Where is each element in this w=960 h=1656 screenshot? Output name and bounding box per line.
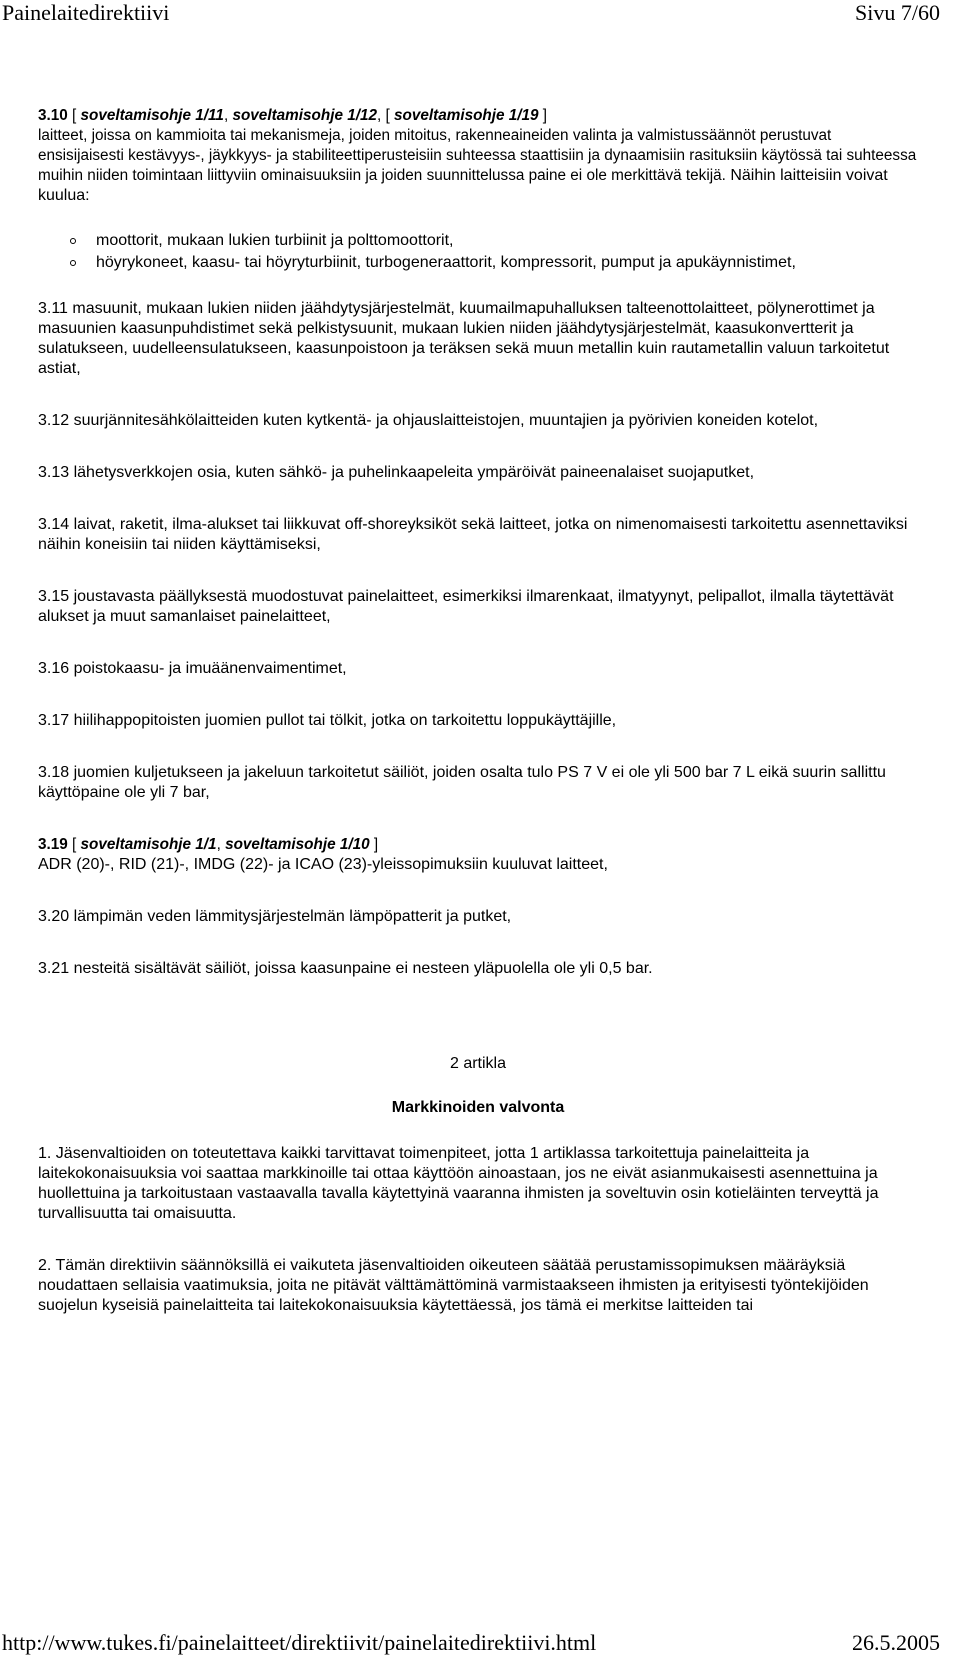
- section-text-lead: Näihin laitteisiin voivat kuulua:: [38, 167, 888, 204]
- section-number: 3.10: [38, 107, 68, 124]
- list-item: [38, 231, 918, 251]
- bullet-icon: [70, 238, 76, 244]
- section-3-15: 3.15 joustavasta päällyksestä muodostuvat painelaitteet, esimerkiksi ilmarenkaat, ilmatyynyt, pelipallot, ilmalla täytettävät alukset ja muut samanlaiset painelaitteet,: [38, 588, 894, 625]
- guideline-link-1-10[interactable]: soveltamisohje 1/10: [225, 836, 370, 853]
- list-item-text: moottorit, mukaan lukien turbiinit ja polttomoottorit,: [96, 232, 454, 249]
- section-3-19: [38, 835, 918, 875]
- separator: , [: [377, 107, 394, 124]
- guideline-link-1-12[interactable]: soveltamisohje 1/12: [232, 107, 377, 124]
- list-item: [38, 253, 918, 273]
- section-3-11: 3.11 masuunit, mukaan lukien niiden jäähdytysjärjestelmät, kuumailmapuhalluksen talteenottolaitteet, pölynerottimet ja masuunien kaasunpuhdistimet sekä pelkistysuunit, mukaan lukien niiden jäähdytysjärjestelmät, kaasukonvertterit ja sulatukseen, uudelleensulatukseen, kaasunpoistoon ja teräksen sekä muun metallin kuin rautametallin valuun tarkoitetut astiat,: [38, 300, 890, 377]
- document-body: [38, 106, 918, 1316]
- equipment-list: [38, 231, 918, 273]
- print-date: 26.5.2005: [852, 1630, 940, 1655]
- article-paragraph-2: 2. Tämän direktiivin säännöksillä ei vaikuteta jäsenvaltioiden oikeuteen säätää perustamissopimuksen määräyksiä noudattaen sellaisia vaatimuksia, joita ne pitävät välttämättöminä varmistaakseen ihmisten ja erityisesti työntekijöiden suojelun kyseisiä painelaitteita tai laitekokonaisuuksia käytettäessä, jos tämä ei merkitse laitteiden tai: [38, 1257, 869, 1314]
- separator: ,: [223, 107, 233, 124]
- bracket: ]: [369, 836, 379, 853]
- section-3-19-text: ADR (20)-, RID (21)-, IMDG (22)- ja ICAO (23)-yleissopimuksiin kuuluvat laitteet,: [38, 856, 608, 873]
- section-3-10: [38, 106, 918, 206]
- guideline-link-1-11[interactable]: soveltamisohje 1/11: [80, 107, 224, 124]
- section-3-19-heading: [38, 835, 918, 855]
- section-3-12: 3.12 suurjännitesähkölaitteiden kuten kytkentä- ja ohjauslaitteistojen, muuntajien ja pyörivien koneiden kotelot,: [38, 412, 819, 429]
- guideline-link-1-1[interactable]: soveltamisohje 1/1: [80, 836, 217, 853]
- section-number: 3.19: [38, 836, 68, 853]
- section-3-13: 3.13 lähetysverkkojen osia, kuten sähkö- ja puhelinkaapeleita ympäröivät paineenalaiset suojaputket,: [38, 464, 755, 481]
- guideline-link-1-19[interactable]: soveltamisohje 1/19: [394, 107, 539, 124]
- section-3-21: 3.21 nesteitä sisältävät säiliöt, joissa kaasunpaine ei nesteen yläpuolella ole yli 0,5 bar.: [38, 960, 653, 977]
- section-3-20: 3.20 lämpimän veden lämmitysjärjestelmän lämpöpatterit ja putket,: [38, 908, 512, 925]
- bullet-icon: [70, 260, 76, 266]
- source-url: http://www.tukes.fi/painelaitteet/direktiivit/painelaitedirektiivi.html: [2, 1630, 597, 1655]
- article-title: Markkinoiden valvonta: [391, 1099, 565, 1116]
- bracket: [: [67, 836, 81, 853]
- section-text: laitteet, joissa on kammioita tai mekanismeja, joiden mitoitus, rakenneaineiden valinta ja valmistussäännöt perustuvat ensisijaisesti kestävyys-, jäykkyys- ja stabiliteettiperusteisiin suhteessa staattisiin ja dynaamisiin rasituksiin käytössä tai suhteessa muihin niiden toimintaan liittyviin ominaisuuksiin ja joiden suunnittelussa paine ei ole merkittävä tekijä.: [38, 127, 917, 184]
- section-3-17: 3.17 hiilihappopitoisten juomien pullot tai tölkit, jotka on tarkoitettu loppukäyttäjille,: [38, 712, 617, 729]
- section-3-14: 3.14 laivat, raketit, ilma-alukset tai liikkuvat off-shoreyksiköt sekä laitteet, jotka on nimenomaisesti tarkoitettu asennettaviksi näihin koneisiin tai niiden käyttämiseksi,: [38, 516, 908, 553]
- section-3-16: 3.16 poistokaasu- ja imuäänenvaimentimet,: [38, 660, 347, 677]
- article-paragraph-1: 1. Jäsenvaltioiden on toteutettava kaikki tarvittavat toimenpiteet, jotta 1 artiklassa tarkoitettuja painelaitteita ja laitekokonaisuuksia voi saattaa markkinoille tai ottaa käyttöön ainoastaan, jos ne eivät asianmukaisesti asennettuina ja huollettuina ja tarkoitustaan vastaavalla tavalla käytettyinä vaaranna ihmisten ja soveltuvin osin kotieläinten terveyttä ja turvallisuutta tai omaisuutta.: [38, 1145, 879, 1222]
- page-number: Sivu 7/60: [855, 0, 940, 25]
- bracket: [: [67, 107, 81, 124]
- section-3-10-text: [38, 126, 918, 206]
- separator: ,: [216, 836, 226, 853]
- section-3-10-heading: [38, 106, 918, 126]
- bracket: ]: [538, 107, 548, 124]
- document-title: Painelaitedirektiivi: [2, 0, 170, 25]
- article-heading: 2 artikla: [449, 1055, 507, 1072]
- section-3-18: 3.18 juomien kuljetukseen ja jakeluun tarkoitetut säiliöt, joiden osalta tulo PS 7 V ei ole yli 500 bar 7 L eikä suurin sallittu käyttöpaine ole yli 7 bar,: [38, 764, 886, 801]
- list-item-text: höyrykoneet, kaasu- tai höyryturbiinit, turbogeneraattorit, kompressorit, pumput ja apukäynnistimet,: [96, 254, 796, 271]
